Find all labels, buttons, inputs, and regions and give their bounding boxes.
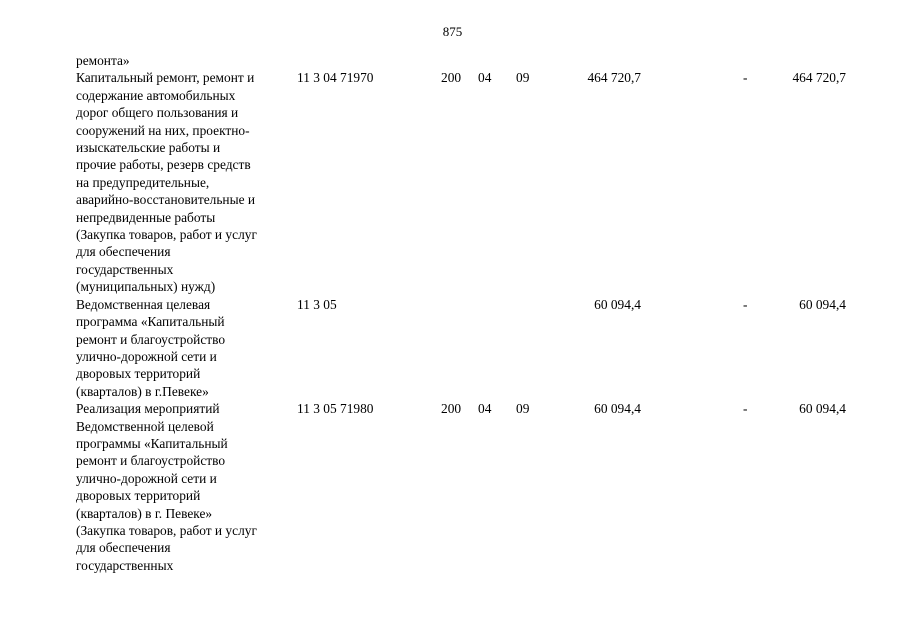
row-name-line: Реализация мероприятий [76,401,220,417]
row-name-line: программы «Капитальный [76,435,228,451]
row-name-line: на предупредительные, [76,174,210,190]
row-name-line: дворовых территорий [76,488,201,504]
row-name-line: (кварталов) в г. Певеке» [76,505,213,521]
row-pr: 09 [516,70,530,86]
row-name-line: ремонт и благоустройство [76,331,226,347]
row-name-line: государственных [76,557,174,573]
row-name [76,52,286,69]
row-name-line: (Закупка товаров, работ и услуг [76,522,257,538]
row-name-line: улично-дорожной сети и [76,348,217,364]
table-row [0,400,905,574]
row-name [76,69,286,295]
row-name-line: дворовых территорий [76,366,201,382]
row-name-line: Капитальный ремонт, ремонт и [76,70,255,86]
row-name-line: непредвиденные работы [76,209,216,225]
row-name-line: аварийно-восстановительные и [76,192,256,208]
row-name-line: ремонт и благоустройство [76,453,226,469]
row-sum-3: 464 720,7 [792,70,846,86]
budget-table [0,52,905,574]
row-name-line: государственных [76,261,174,277]
row-name-line: дорог общего пользования и [76,105,239,121]
row-vr: 200 [441,401,462,417]
row-name [76,296,286,400]
row-name-line: (Закупка товаров, работ и услуг [76,227,257,243]
row-sum-2: - [743,70,748,86]
row-name-line: содержание автомобильных [76,87,236,103]
row-name-line: для обеспечения [76,244,171,260]
page-number: 875 [442,24,463,39]
row-name-line: прочие работы, резерв средств [76,157,251,173]
row-code: 11 3 04 71970 [297,70,374,86]
row-sum-3: 60 094,4 [799,401,846,417]
table-row [0,69,905,295]
row-sum-1: 60 094,4 [594,401,641,417]
row-name-line: сооружений на них, проектно- [76,122,250,138]
row-name [76,400,286,574]
row-name-line: для обеспечения [76,540,171,556]
row-rz: 04 [478,70,492,86]
row-name-line: Ведомственной целевой [76,418,214,434]
row-sum-2: - [743,401,748,417]
row-code: 11 3 05 [297,296,337,312]
row-rz: 04 [478,401,492,417]
row-name-line: улично-дорожной сети и [76,470,217,486]
row-sum-2: - [743,296,748,312]
row-name-line: Ведомственная целевая [76,296,211,312]
row-sum-1: 60 094,4 [594,296,641,312]
row-vr: 200 [441,70,462,86]
row-sum-3: 60 094,4 [799,296,846,312]
row-name-line: программа «Капитальный [76,314,225,330]
table-row [0,296,905,400]
row-name-line: изыскательские работы и [76,140,221,156]
table-row [0,52,905,69]
row-sum-1: 464 720,7 [587,70,641,86]
row-pr: 09 [516,401,530,417]
row-name-line: (муниципальных) нужд) [76,279,216,295]
row-name-line: (кварталов) в г.Певеке» [76,383,209,399]
row-code: 11 3 05 71980 [297,401,374,417]
row-name-line: ремонта» [76,53,130,68]
